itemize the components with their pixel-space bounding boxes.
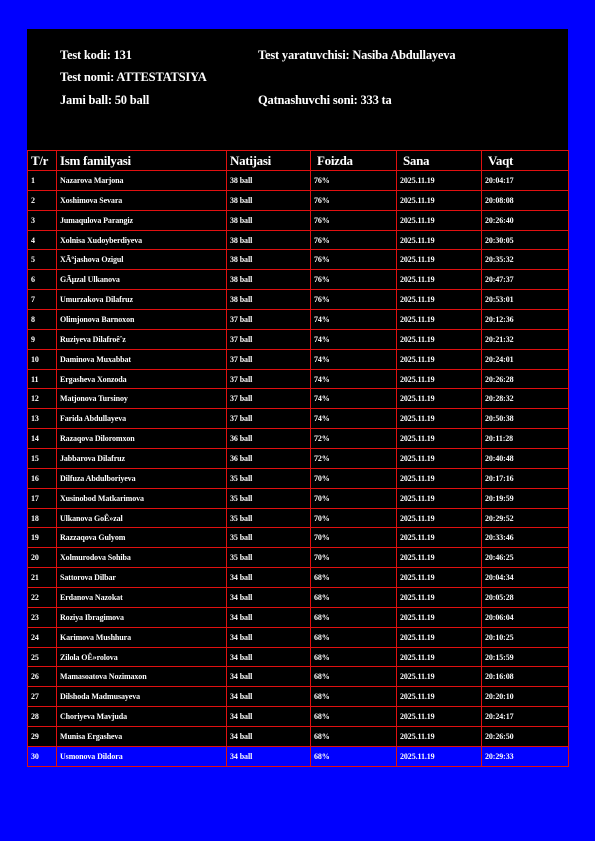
- table-row: [28, 548, 569, 568]
- result-date: 2025.11.19: [397, 627, 482, 647]
- result-time: 20:04:34: [482, 568, 569, 588]
- row-number: 29: [28, 727, 57, 747]
- result-percent: 74%: [311, 349, 397, 369]
- result-time: 20:17:16: [482, 468, 569, 488]
- table-row: [28, 270, 569, 290]
- result-time: 20:24:01: [482, 349, 569, 369]
- row-number: 11: [28, 369, 57, 389]
- result-score: 38 ball: [227, 210, 311, 230]
- result-score: 34 ball: [227, 727, 311, 747]
- result-percent: 76%: [311, 210, 397, 230]
- row-number: 7: [28, 290, 57, 310]
- result-score: 34 ball: [227, 607, 311, 627]
- result-percent: 68%: [311, 588, 397, 608]
- participant-name: Ulkanova GoÊ»zal: [57, 508, 227, 528]
- row-number: 22: [28, 588, 57, 608]
- result-date: 2025.11.19: [397, 667, 482, 687]
- row-number: 16: [28, 468, 57, 488]
- result-score: 37 ball: [227, 310, 311, 330]
- table-row: [28, 230, 569, 250]
- row-number: 17: [28, 488, 57, 508]
- result-time: 20:16:08: [482, 667, 569, 687]
- participant-name: Umurzakova Dilafruz: [57, 290, 227, 310]
- result-percent: 72%: [311, 449, 397, 469]
- result-time: 20:20:10: [482, 687, 569, 707]
- row-number: 19: [28, 528, 57, 548]
- table-row: [28, 210, 569, 230]
- result-percent: 70%: [311, 488, 397, 508]
- table-row: [28, 627, 569, 647]
- result-date: 2025.11.19: [397, 389, 482, 409]
- table-row: [28, 409, 569, 429]
- result-date: 2025.11.19: [397, 409, 482, 429]
- result-date: 2025.11.19: [397, 468, 482, 488]
- result-time: 20:08:08: [482, 190, 569, 210]
- table-row: [28, 607, 569, 627]
- result-score: 37 ball: [227, 389, 311, 409]
- table-header-row: [28, 151, 569, 171]
- result-percent: 68%: [311, 727, 397, 747]
- participant-name: Mamasoatova Nozimaxon: [57, 667, 227, 687]
- result-time: 20:04:17: [482, 171, 569, 191]
- result-score: 37 ball: [227, 369, 311, 389]
- table-row: [28, 349, 569, 369]
- participant-name: Nazarova Marjona: [57, 171, 227, 191]
- result-date: 2025.11.19: [397, 329, 482, 349]
- result-time: 20:11:28: [482, 429, 569, 449]
- result-time: 20:21:32: [482, 329, 569, 349]
- row-number: 27: [28, 687, 57, 707]
- result-date: 2025.11.19: [397, 449, 482, 469]
- result-percent: 76%: [311, 190, 397, 210]
- row-number: 24: [28, 627, 57, 647]
- result-date: 2025.11.19: [397, 528, 482, 548]
- result-percent: 70%: [311, 468, 397, 488]
- result-percent: 76%: [311, 290, 397, 310]
- row-number: 26: [28, 667, 57, 687]
- result-percent: 68%: [311, 568, 397, 588]
- result-percent: 74%: [311, 389, 397, 409]
- result-time: 20:33:46: [482, 528, 569, 548]
- result-percent: 68%: [311, 707, 397, 727]
- result-percent: 68%: [311, 627, 397, 647]
- result-date: 2025.11.19: [397, 190, 482, 210]
- result-score: 38 ball: [227, 250, 311, 270]
- table-row: [28, 647, 569, 667]
- participant-name: XÃºjashova Ozigul: [57, 250, 227, 270]
- table-row: [28, 250, 569, 270]
- table-row: [28, 727, 569, 747]
- column-header-name: Ism familyasi: [57, 151, 227, 171]
- result-date: 2025.11.19: [397, 250, 482, 270]
- result-score: 35 ball: [227, 468, 311, 488]
- result-percent: 70%: [311, 548, 397, 568]
- table-row: [28, 171, 569, 191]
- result-score: 34 ball: [227, 647, 311, 667]
- result-score: 34 ball: [227, 627, 311, 647]
- result-score: 36 ball: [227, 429, 311, 449]
- results-table: [27, 150, 569, 767]
- result-score: 38 ball: [227, 230, 311, 250]
- result-date: 2025.11.19: [397, 171, 482, 191]
- result-date: 2025.11.19: [397, 588, 482, 608]
- result-date: 2025.11.19: [397, 369, 482, 389]
- table-row: [28, 290, 569, 310]
- result-percent: 76%: [311, 270, 397, 290]
- result-score: 35 ball: [227, 508, 311, 528]
- result-score: 34 ball: [227, 746, 311, 766]
- table-row: [28, 329, 569, 349]
- row-number: 1: [28, 171, 57, 191]
- result-score: 38 ball: [227, 190, 311, 210]
- table-row: [28, 488, 569, 508]
- result-date: 2025.11.19: [397, 349, 482, 369]
- table-row: [28, 568, 569, 588]
- test-creator: Test yaratuvchisi: Nasiba Abdullayeva: [258, 48, 456, 62]
- participant-name: Karimova Mushhura: [57, 627, 227, 647]
- result-percent: 74%: [311, 369, 397, 389]
- result-percent: 76%: [311, 230, 397, 250]
- result-time: 20:19:59: [482, 488, 569, 508]
- column-header-date: Sana: [397, 151, 482, 171]
- result-score: 37 ball: [227, 349, 311, 369]
- column-header-percent: Foizda: [311, 151, 397, 171]
- result-score: 35 ball: [227, 548, 311, 568]
- result-time: 20:05:28: [482, 588, 569, 608]
- result-percent: 76%: [311, 250, 397, 270]
- participant-name: Jumaqulova Parangiz: [57, 210, 227, 230]
- result-score: 36 ball: [227, 449, 311, 469]
- table-row: [28, 667, 569, 687]
- participant-name: Xoshimova Sevara: [57, 190, 227, 210]
- row-number: 15: [28, 449, 57, 469]
- table-row: [28, 588, 569, 608]
- participant-name: Dilfuza Abdulboriyeva: [57, 468, 227, 488]
- result-date: 2025.11.19: [397, 270, 482, 290]
- participant-name: Daminova Muxabbat: [57, 349, 227, 369]
- column-header-time: Vaqt: [482, 151, 569, 171]
- table-row: [28, 687, 569, 707]
- table-row: [28, 190, 569, 210]
- participant-name: Zilola OÊ»rolova: [57, 647, 227, 667]
- column-header-number: T/r: [28, 151, 57, 171]
- result-percent: 72%: [311, 429, 397, 449]
- result-score: 37 ball: [227, 409, 311, 429]
- result-time: 20:15:59: [482, 647, 569, 667]
- result-date: 2025.11.19: [397, 727, 482, 747]
- result-percent: 68%: [311, 687, 397, 707]
- result-time: 20:24:17: [482, 707, 569, 727]
- result-percent: 68%: [311, 746, 397, 766]
- result-percent: 70%: [311, 508, 397, 528]
- participant-name: Matjonova Tursinoy: [57, 389, 227, 409]
- table-row: [28, 310, 569, 330]
- result-score: 38 ball: [227, 290, 311, 310]
- result-time: 20:10:25: [482, 627, 569, 647]
- row-number: 9: [28, 329, 57, 349]
- result-time: 20:50:38: [482, 409, 569, 429]
- result-date: 2025.11.19: [397, 707, 482, 727]
- participant-name: Olimjonova Barnoxon: [57, 310, 227, 330]
- result-date: 2025.11.19: [397, 568, 482, 588]
- result-time: 20:26:50: [482, 727, 569, 747]
- test-code: Test kodi: 131: [60, 48, 132, 62]
- table-row: [28, 449, 569, 469]
- participant-name: Erdanova Nazokat: [57, 588, 227, 608]
- result-time: 20:29:52: [482, 508, 569, 528]
- result-percent: 68%: [311, 647, 397, 667]
- participant-name: Razzaqova Gulyom: [57, 528, 227, 548]
- result-percent: 76%: [311, 171, 397, 191]
- result-time: 20:53:01: [482, 290, 569, 310]
- participant-name: Ruziyeva Dilafroêˆz: [57, 329, 227, 349]
- result-percent: 68%: [311, 667, 397, 687]
- result-percent: 74%: [311, 329, 397, 349]
- row-number: 25: [28, 647, 57, 667]
- participant-name: Munisa Ergasheva: [57, 727, 227, 747]
- participant-name: Roziya Ibragimova: [57, 607, 227, 627]
- result-date: 2025.11.19: [397, 746, 482, 766]
- participant-name: Farida Abdullayeva: [57, 409, 227, 429]
- table-row: [28, 508, 569, 528]
- table-row: [28, 746, 569, 766]
- result-date: 2025.11.19: [397, 290, 482, 310]
- participant-name: Jabbarova Dilafruz: [57, 449, 227, 469]
- participant-name: Choriyeva Mavjuda: [57, 707, 227, 727]
- row-number: 20: [28, 548, 57, 568]
- participant-name: Xolmurodova Sohiba: [57, 548, 227, 568]
- row-number: 21: [28, 568, 57, 588]
- result-time: 20:40:48: [482, 449, 569, 469]
- result-score: 34 ball: [227, 687, 311, 707]
- row-number: 5: [28, 250, 57, 270]
- result-date: 2025.11.19: [397, 210, 482, 230]
- result-date: 2025.11.19: [397, 548, 482, 568]
- result-time: 20:06:04: [482, 607, 569, 627]
- row-number: 23: [28, 607, 57, 627]
- participant-name: Ergasheva Xonzoda: [57, 369, 227, 389]
- result-score: 38 ball: [227, 270, 311, 290]
- result-date: 2025.11.19: [397, 429, 482, 449]
- result-score: 34 ball: [227, 568, 311, 588]
- result-time: 20:26:28: [482, 369, 569, 389]
- row-number: 13: [28, 409, 57, 429]
- result-score: 34 ball: [227, 707, 311, 727]
- participant-name: GÃµzal Ulkanova: [57, 270, 227, 290]
- row-number: 3: [28, 210, 57, 230]
- participant-name: Xolnisa Xudoyberdiyeva: [57, 230, 227, 250]
- result-score: 35 ball: [227, 488, 311, 508]
- result-time: 20:29:33: [482, 746, 569, 766]
- table-row: [28, 528, 569, 548]
- results-sheet: [27, 29, 568, 765]
- result-score: 37 ball: [227, 329, 311, 349]
- result-percent: 68%: [311, 607, 397, 627]
- total-score: Jami ball: 50 ball: [60, 93, 150, 107]
- test-name: Test nomi: ATTESTATSIYA: [60, 70, 207, 84]
- result-date: 2025.11.19: [397, 310, 482, 330]
- row-number: 8: [28, 310, 57, 330]
- participant-name: Razaqova Diloromxon: [57, 429, 227, 449]
- row-number: 14: [28, 429, 57, 449]
- result-percent: 74%: [311, 409, 397, 429]
- column-header-result: Natijasi: [227, 151, 311, 171]
- row-number: 12: [28, 389, 57, 409]
- participant-name: Usmonova Dildora: [57, 746, 227, 766]
- result-score: 35 ball: [227, 528, 311, 548]
- result-date: 2025.11.19: [397, 607, 482, 627]
- participant-name: Xusinobod Matkarimova: [57, 488, 227, 508]
- result-date: 2025.11.19: [397, 230, 482, 250]
- result-time: 20:12:36: [482, 310, 569, 330]
- result-percent: 70%: [311, 528, 397, 548]
- table-body: [28, 171, 569, 767]
- result-date: 2025.11.19: [397, 647, 482, 667]
- result-score: 34 ball: [227, 588, 311, 608]
- row-number: 28: [28, 707, 57, 727]
- participant-count: Qatnashuvchi soni: 333 ta: [258, 93, 392, 107]
- result-percent: 74%: [311, 310, 397, 330]
- result-time: 20:46:25: [482, 548, 569, 568]
- row-number: 18: [28, 508, 57, 528]
- participant-name: Dilshoda Madmusayeva: [57, 687, 227, 707]
- result-time: 20:28:32: [482, 389, 569, 409]
- result-time: 20:35:32: [482, 250, 569, 270]
- table-row: [28, 389, 569, 409]
- table-row: [28, 369, 569, 389]
- row-number: 2: [28, 190, 57, 210]
- test-info-header: [27, 29, 568, 150]
- result-date: 2025.11.19: [397, 508, 482, 528]
- table-row: [28, 468, 569, 488]
- result-time: 20:26:40: [482, 210, 569, 230]
- result-time: 20:30:05: [482, 230, 569, 250]
- table-row: [28, 429, 569, 449]
- table-row: [28, 707, 569, 727]
- result-time: 20:47:37: [482, 270, 569, 290]
- result-score: 38 ball: [227, 171, 311, 191]
- row-number: 30: [28, 746, 57, 766]
- participant-name: Sattorova Dilbar: [57, 568, 227, 588]
- row-number: 6: [28, 270, 57, 290]
- row-number: 10: [28, 349, 57, 369]
- result-date: 2025.11.19: [397, 687, 482, 707]
- result-score: 34 ball: [227, 667, 311, 687]
- result-date: 2025.11.19: [397, 488, 482, 508]
- row-number: 4: [28, 230, 57, 250]
